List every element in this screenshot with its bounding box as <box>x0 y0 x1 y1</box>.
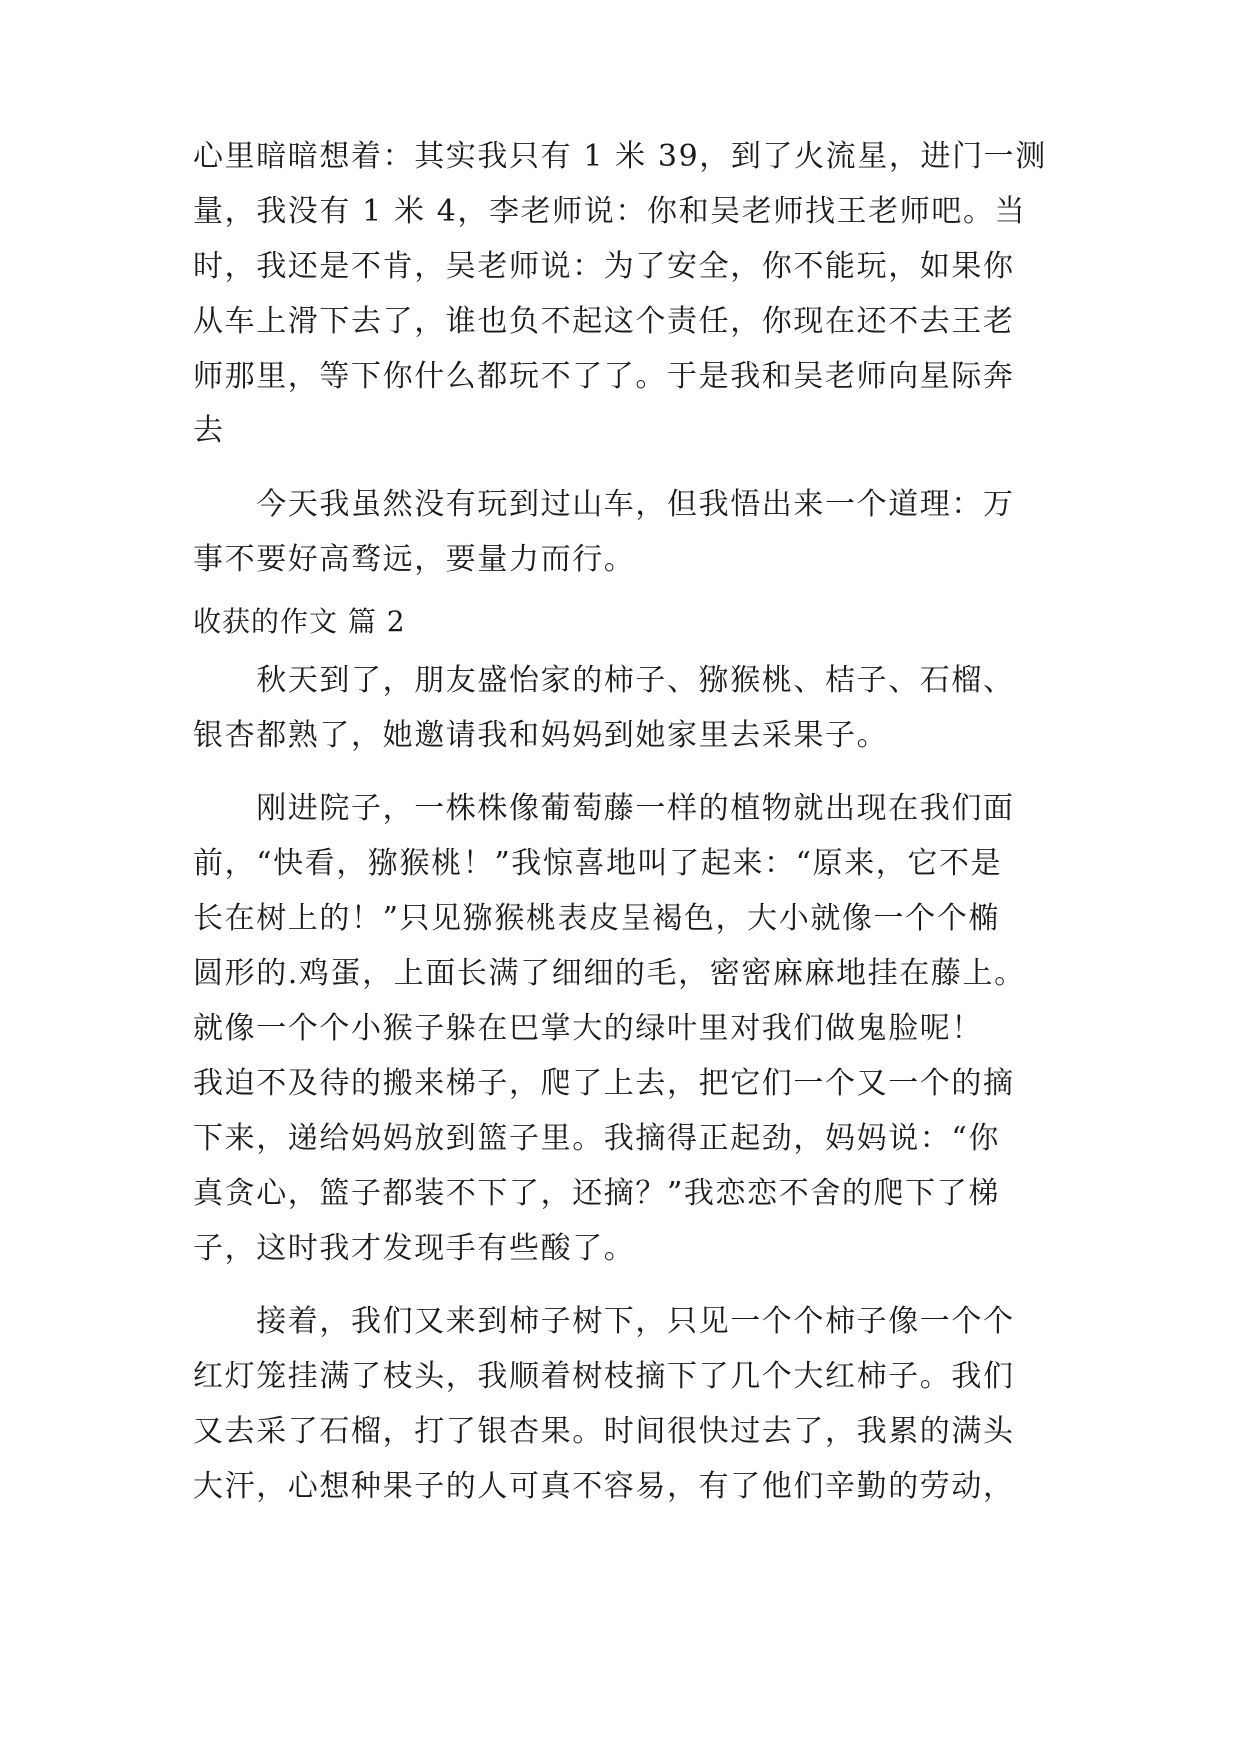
text-line: 我迫不及待的搬来梯子，爬了上去，把它们一个又一个的摘 <box>193 1066 1015 1101</box>
text-line: 时，我还是不肯，吴老师说：为了安全，你不能玩，如果你 <box>193 249 1015 284</box>
text-line: 圆形的.鸡蛋，上面长满了细细的毛，密密麻麻地挂在藤上。 <box>193 956 1026 991</box>
text-line: 真贪心，篮子都装不下了，还摘？”我恋恋不舍的爬下了梯 <box>193 1176 1000 1211</box>
text-line: 下来，递给妈妈放到篮子里。我摘得正起劲，妈妈说：“你 <box>193 1121 1000 1156</box>
text-line: 长在树上的！”只见猕猴桃表皮呈褐色，大小就像一个个椭 <box>193 901 1000 936</box>
text-line: 今天我虽然没有玩到过山车，但我悟出来一个道理：万 <box>193 487 1015 522</box>
text-line: 接着，我们又来到柿子树下，只见一个个柿子像一个个 <box>193 1304 1015 1339</box>
text-line: 师那里，等下你什么都玩不了了。于是我和吴老师向星际奔 <box>193 359 1015 394</box>
text-line: 又去采了石榴，打了银杏果。时间很快过去了，我累的满头 <box>193 1414 1015 1449</box>
text-line: 红灯笼挂满了枝头，我顺着树枝摘下了几个大红柿子。我们 <box>193 1359 1015 1394</box>
text-line: 从车上滑下去了，谁也负不起这个责任，你现在还不去王老 <box>193 304 1015 339</box>
text-line: 子，这时我才发现手有些酸了。 <box>193 1231 636 1266</box>
text-line: 心里暗暗想着：其实我只有 1 米 39，到了火流星，进门一测 <box>193 139 1047 174</box>
section-heading: 收获的作文 篇 2 <box>193 605 406 638</box>
text-line: 秋天到了，朋友盛怡家的柿子、猕猴桃、桔子、石榴、 <box>193 663 1015 698</box>
text-line: 银杏都熟了，她邀请我和妈妈到她家里去采果子。 <box>193 718 889 753</box>
text-line: 去 <box>193 413 225 448</box>
text-line: 量，我没有 1 米 4，李老师说：你和吴老师找王老师吧。当 <box>193 194 1027 229</box>
text-line: 事不要好高骛远，要量力而行。 <box>193 542 636 577</box>
text-line: 大汗，心想种果子的人可真不容易，有了他们辛勤的劳动， <box>193 1469 1015 1504</box>
text-line: 刚进院子，一株株像葡萄藤一样的植物就出现在我们面 <box>193 791 1015 826</box>
text-line: 就像一个个小猴子躲在巴掌大的绿叶里对我们做鬼脸呢！ <box>193 1011 983 1046</box>
text-line: 前，“快看，猕猴桃！”我惊喜地叫了起来：“原来，它不是 <box>193 846 1003 881</box>
